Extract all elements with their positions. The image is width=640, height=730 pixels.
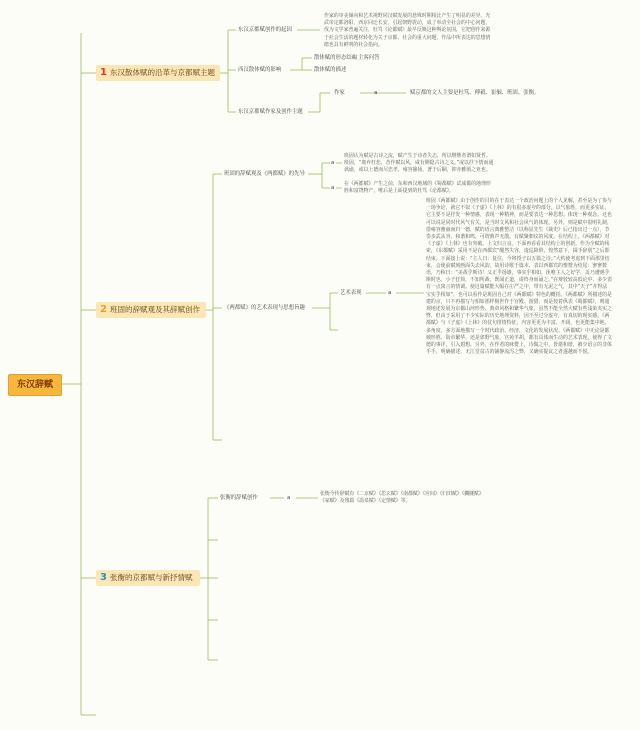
node-liangdu-art[interactable]: 《两都赋》的艺术表现与思想旨趣 bbox=[224, 305, 305, 311]
node-art-expression-text: 班固《两都赋》由于创作的目的在于表达一个政治问题上的个人见解，甚至是为了参与一场争论，就它不似《子虚》《上林》的有很多虚夸的部分，以气象胜，而更多实证。它主要不是抒发一种情感，表现一种精神，而是要表达一种思想。体现一种观念。这也可以说是同时代风气有关，是当时文风和社会风气的体现。另外，则是赋中很明礼制，借雍容雅丽而归一德，赋的语言典雅整洁（以称显先生《箴史》后已指出过一点），节奏步武从容，和谐和鸣，可谓典声无散。有赋聚朝议的风度。在结构上，《两都赋》对《子虚》《上林》也有突破。上文归言良。下面再看看其结构上的创新。作为全赋的线索，《东都赋》采用不是在西都宾“醒然失容，逡巡降阶，惶然意下，揖手辞别”之后即结束，下面接上说：“主人曰：复位，今将授子以五篇之诗。”大约使考虑到下面那里结束，会使前赋刻画面失去风韵，故用诗歌于篇末，表以西都宾的惟赞为结尾：寥寥数语，乃称曰：“美哉乎斯诗！义正乎扬雄，事实乎相如，匪唯主人之好学，盖乃遭遇乎斯时也。小子狂简，不知所裁，既闻正道，请终身而诵之。”在辩驳较高低论中，多少表有一点寓言的情调。使这篇赋能大幅在庄严之中，带有无泥之气，其中“天子”并得法宝实乎相如”，也可以看作是班固自己对《两都赋》特色的概括。《两都赋》所描述的是建的京，只不再描写与相如那样极世作于宫殿、游猎，而是按着纵表《蜀都赋》，则通观地述发展为京都山河形势、典章风格和繁华气象，虽然不能全然大赋有些浅染夹实之弊，但由于采用了不少实际的历史地理资料，因不至过分虚夸，有真切的现实感。《两都赋》与《子虚》《上林》的仗句排情特征，内容更更为丰富、开阔，也更能集中地、多角度、多方面地描写一个时代政治、经济、文化的发展状况。《两都赋》中无论是都城形胜、街市繁华，还是郊野气象，宫苑羊胡，都有具体而生动的艺术表现，使得了文德的事详，引入遐想。另外，在作者的咏赞上，诗做之中，皆遣和谐，被少语言的非体手手，明确描述，无江堂贫古的铺静流泻之弊，又确实提议之者遂越而不悦。 bbox=[426, 198, 612, 356]
node-zhangheng-works[interactable]: 张衡的辞赋创作 bbox=[220, 495, 258, 501]
node-form-structure[interactable]: 散体赋的形态结构 bbox=[314, 55, 358, 61]
node-description[interactable]: 散体赋的描述 bbox=[314, 67, 347, 73]
node-bangu-view[interactable]: 班固的辞赋观及《两都赋》的先导 bbox=[224, 171, 305, 177]
marker-a: a bbox=[331, 160, 335, 166]
node-jingdu-origin[interactable]: 东汉京都赋创作的起因 bbox=[238, 27, 292, 33]
section-1-label: 东汉散体赋的沿革与京都赋主题 bbox=[109, 68, 215, 77]
marker-a: a bbox=[374, 90, 378, 96]
node-xihan-influence[interactable]: 西汉散体赋的影响 bbox=[238, 67, 282, 73]
node-art-expression[interactable]: 艺术表现 bbox=[340, 290, 362, 296]
marker-a: a bbox=[287, 495, 291, 501]
node-authors[interactable]: 作家 bbox=[334, 90, 345, 96]
node-jingdu-origin-text: 作家的审美倾向和艺术视野同汉赋发展的悬殊时期相比产生了明显的差异。光武帝定都洛阳，西京回迁长安，引起朝野震动，成了举动全社会的中心问题。伐为文学家普遍关注，杜笃《论都赋》最早反映这种舆论氛围，它把创作来源于社会生活的题材转化为关于京都、社会的重大问题，作品中所表达的思想情绪也具有鲜明的社会指向。 bbox=[324, 13, 491, 48]
node-authors-themes[interactable]: 东汉京都赋作家及创作主题 bbox=[238, 109, 303, 115]
section-2-number: 2 bbox=[100, 304, 107, 315]
root-topic[interactable]: 东汉辞赋 bbox=[8, 374, 62, 396]
section-1-topic[interactable] bbox=[96, 65, 220, 81]
section-1-number: 1 bbox=[100, 67, 107, 78]
node-zhangheng-works-text: 张衡今传辞赋有《二京赋》《思玄赋》《南都赋》《应间》《归田赋》《髑髅赋》《冢赋》及残篇《温泉赋》《定情赋》等。 bbox=[320, 491, 484, 505]
node-bangu-view-text-1: 班固认为赋是古诗之流，赋产生于诗者失志，所以继继者谓如贤哲。班固，“离弃枉悲，昔作赋以风，咸有侧隐古诗之义。”或以抒下情而通讽谕，或以上德而尽忠孝，雍容揄扬，著于后嗣，抑亦雅颂之亚也。 bbox=[344, 153, 494, 174]
node-host-guest-dialog[interactable]: 主客问答 bbox=[358, 55, 380, 61]
marker-a: a bbox=[388, 290, 392, 296]
section-3-label: 张衡的京都赋与新抒情赋 bbox=[109, 573, 193, 582]
section-3-number: 3 bbox=[100, 572, 107, 583]
node-authors-text: 赋京都的文人主要是杜笃、傅毅、崔骃、班固、张衡。 bbox=[410, 90, 540, 96]
marker-a: a bbox=[331, 185, 335, 191]
node-bangu-view-text-2: 在《两都赋》产生之前，东和西汉地域的《蜀都赋》试成都的地理形胜和富饶物产，唯后是上面提到的杜笃《论都赋》。 bbox=[344, 181, 491, 195]
section-3-topic[interactable] bbox=[96, 570, 200, 586]
section-2-topic[interactable] bbox=[96, 302, 206, 318]
section-2-label: 班固的辞赋观及其辞赋创作 bbox=[109, 305, 200, 314]
